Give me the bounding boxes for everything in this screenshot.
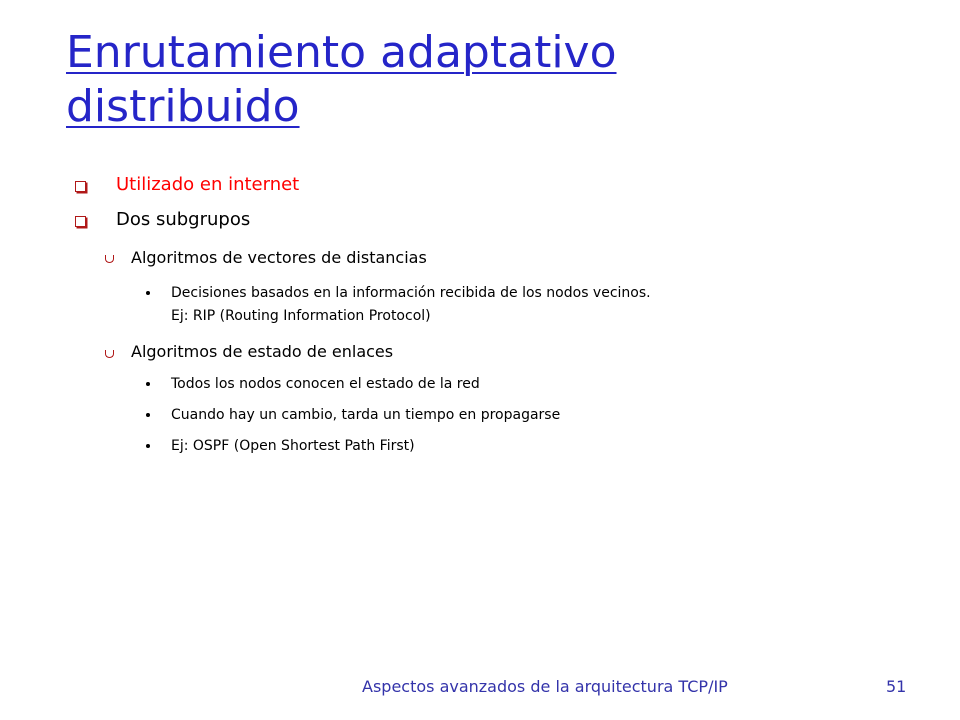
detail-item: Todos los nodos conocen el estado de la red: [171, 376, 480, 392]
dot-bullet-icon: [146, 444, 150, 448]
square-bullet-icon: [75, 181, 86, 192]
square-bullet-icon: [75, 216, 86, 227]
detail-item: Cuando hay un cambio, tarda un tiempo en propagarse: [171, 407, 561, 423]
dot-bullet-icon: [146, 291, 150, 295]
detail-item: Decisiones basados en la información recibida de los nodos vecinos.: [171, 285, 651, 301]
detail-item: Ej: OSPF (Open Shortest Path First): [171, 438, 415, 454]
detail-item-continuation: Ej: RIP (Routing Information Protocol): [171, 308, 431, 324]
sub-bullet-item: Algoritmos de estado de enlaces: [131, 342, 394, 361]
slide-title-line-1: Enrutamiento adaptativo: [66, 27, 617, 78]
slide-footer: Aspectos avanzados de la arquitectura TCP/IP: [362, 677, 728, 696]
sub-bullet-item: Algoritmos de vectores de distancias: [131, 248, 427, 267]
page-number: 51: [886, 677, 907, 696]
dot-bullet-icon: [146, 382, 150, 386]
dot-bullet-icon: [146, 413, 150, 417]
slide-title-line-2: distribuido: [66, 81, 300, 132]
slide-title: [66, 26, 886, 134]
sub-bullet-icon: [105, 350, 114, 358]
sub-bullet-icon: [105, 255, 114, 263]
bullet-item: Utilizado en internet: [116, 174, 300, 195]
bullet-item: Dos subgrupos: [116, 209, 251, 230]
